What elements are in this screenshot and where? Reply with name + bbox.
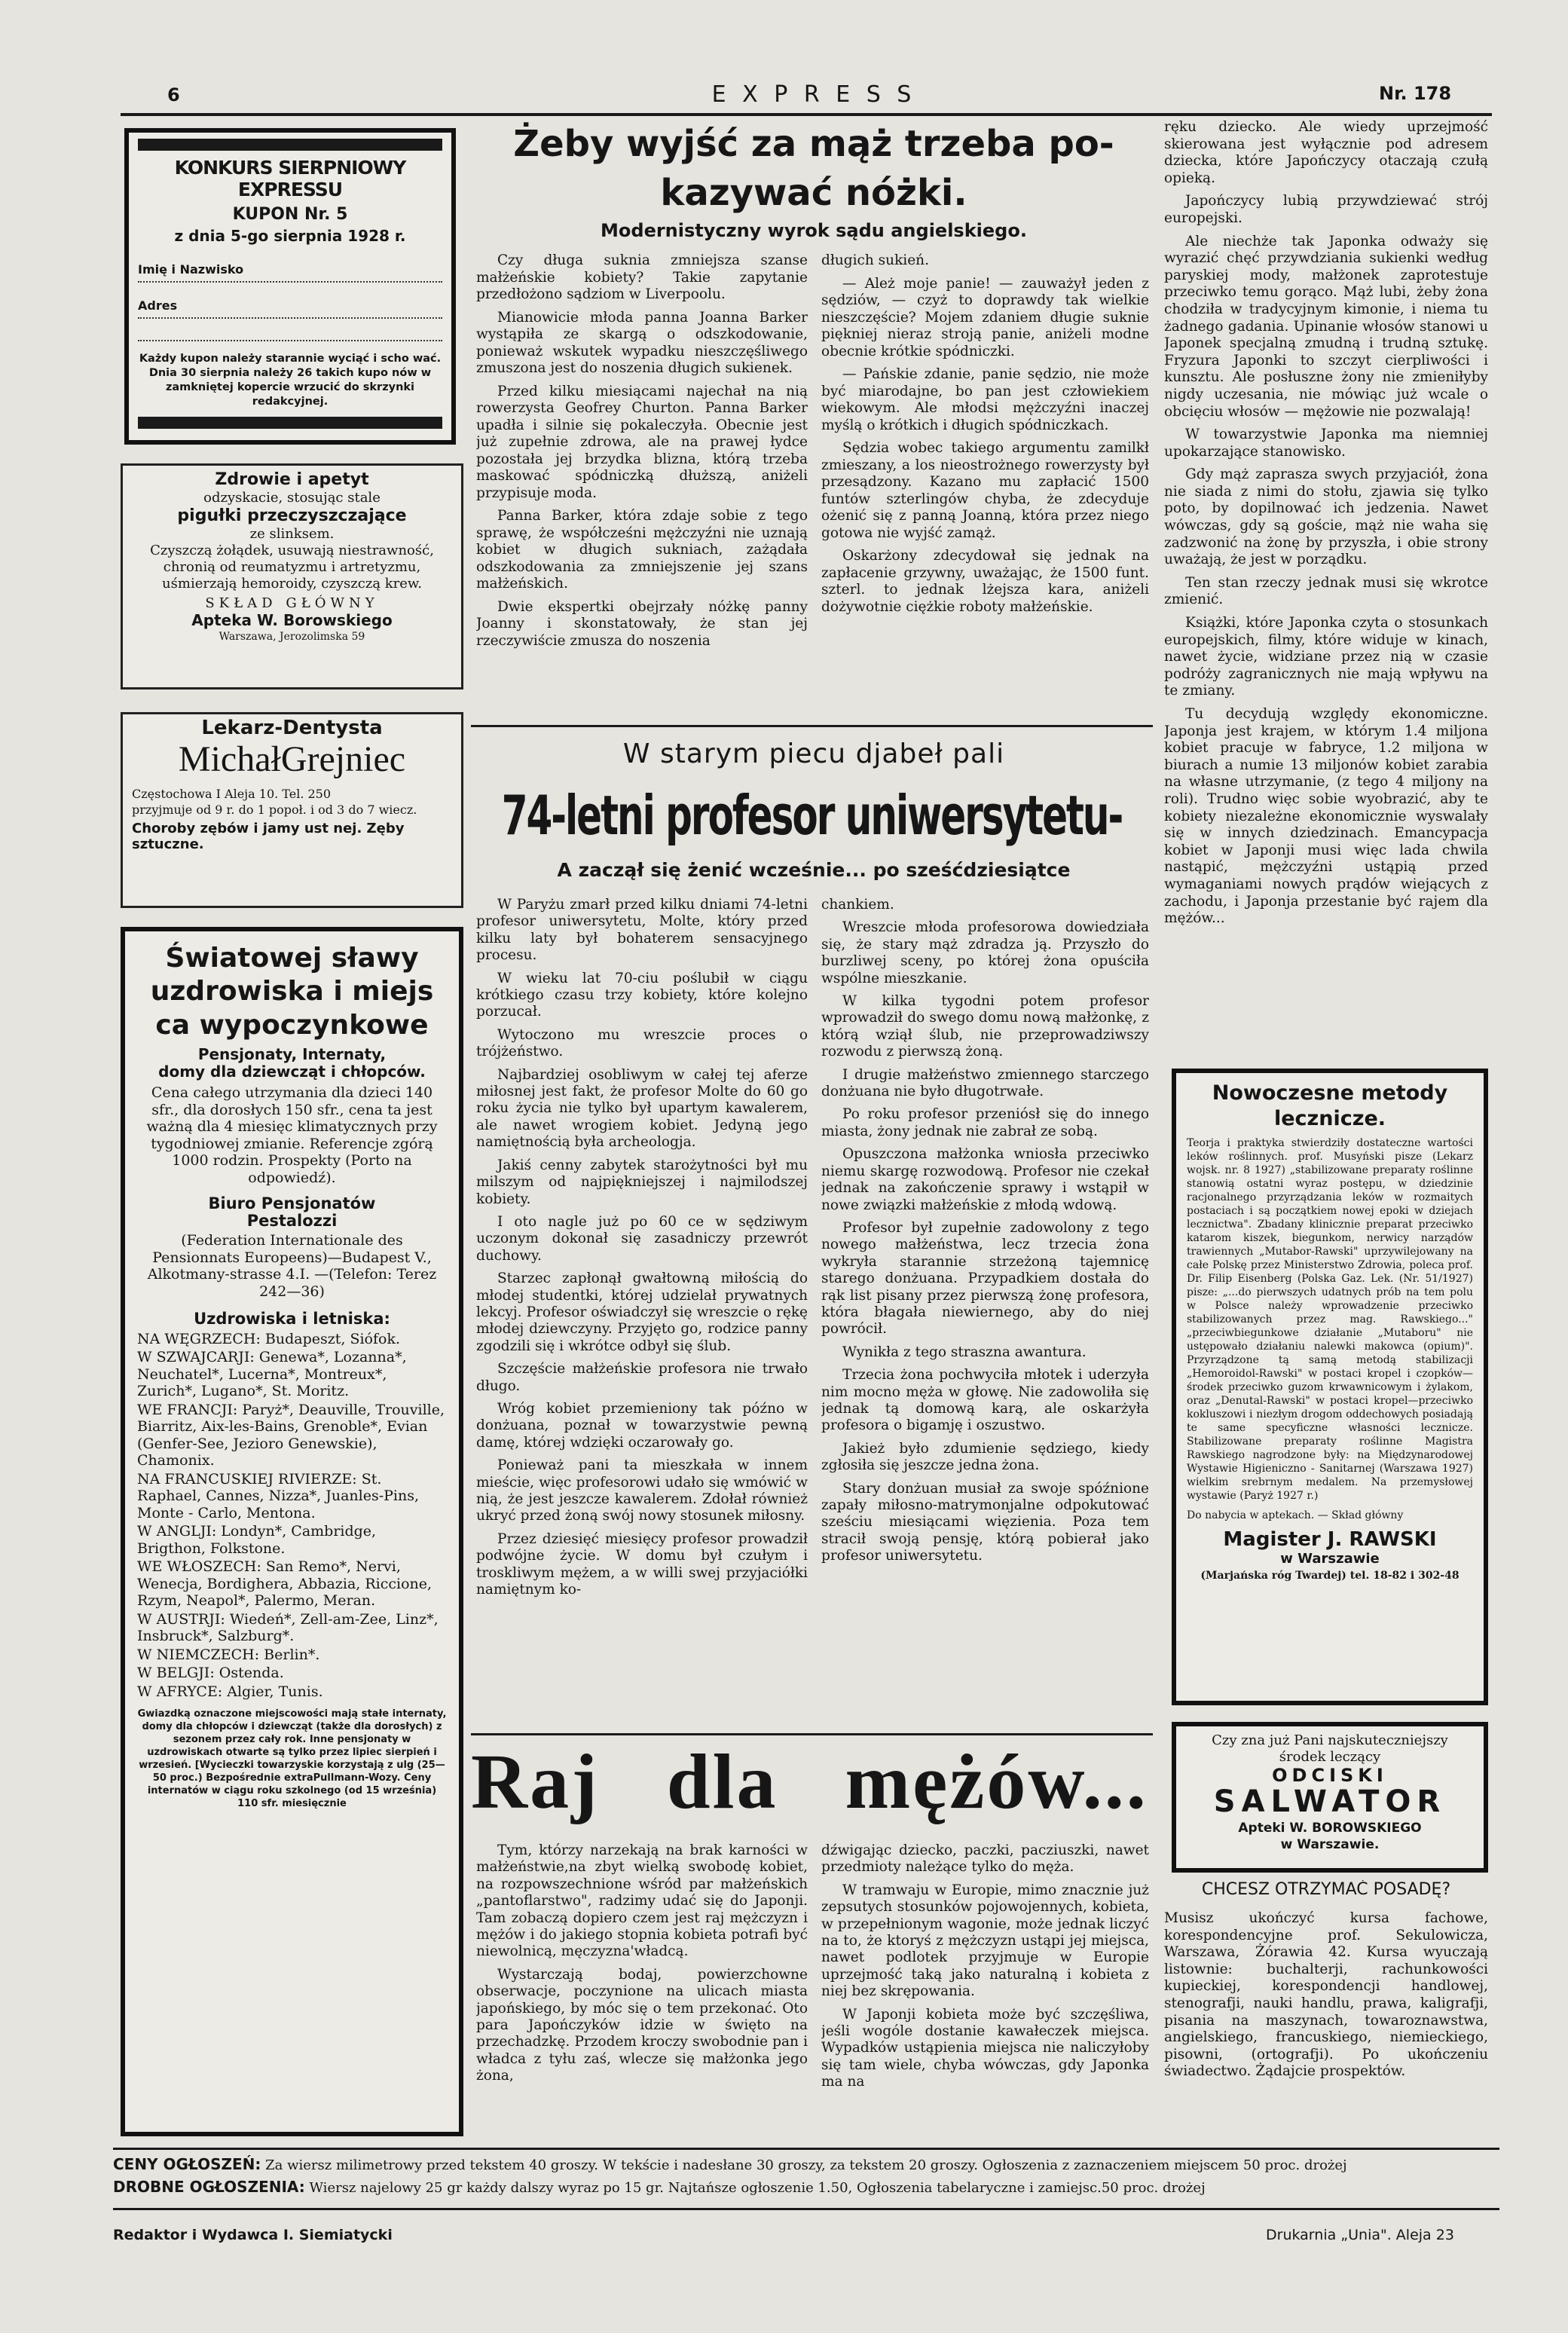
- resorts-title-3: ca wypoczynkowe: [155, 1010, 429, 1041]
- resorts-subtitle-1: Pensjonaty, Internaty,: [197, 1045, 387, 1063]
- resort-item: W AFRYCE: Algier, Tunis.: [137, 1683, 323, 1700]
- article2-para: Wytoczono mu wreszcie proces o trójżeństwo.: [476, 1026, 808, 1060]
- japan-para: W towarzystwie Japonka ma niemniej upokarzające stanowisko.: [1164, 427, 1488, 460]
- japan-para: Książki, które Japonka czyta o stosunkach europejskich, filmy, które widuje w kinach, nawet życie, widziane przez nią w czasie podróży zagranicznych nie mają wpływu na te zmiany.: [1164, 615, 1488, 699]
- medicine-ad-sale: Do nabycia w aptekach. — Skład główny: [1187, 1509, 1404, 1521]
- pills-ad-warehouse: SKŁAD GŁÓWNY: [205, 595, 379, 611]
- pills-ad: [121, 463, 463, 690]
- dentist-ad-title: Lekarz-Dentysta: [201, 717, 383, 739]
- article1-headline-1: Żeby wyjść za mąż trzeba po-: [513, 123, 1114, 165]
- posada-ad-body: Musisz ukończyć kursa fachowe, korespondencyjne prof. Sekulowicza, Warszawa, Żórawia 42. Kursa wyuczają listownie: buchalterji, rachunkowości kupieckiej, korespondencji handlowej, stenografji, nauki handlu, prawa, kaligrafji, pisania na maszynach, towaroznawstwa, angielskiego, francuskiego, niemieckiego, pisowni, (ortografji). Po ukończeniu świadectwo. Żądajcie prospektów.: [1164, 1910, 1488, 2080]
- japan-para: Japończycy lubią przywdziewać strój europejski.: [1164, 193, 1488, 226]
- resorts-list: [137, 1331, 447, 1701]
- header-rule: [121, 113, 1492, 116]
- pills-ad-line1: odzyskacie, stosując stale: [203, 490, 381, 506]
- coupon-address-line: [138, 298, 442, 319]
- footer-prices-text: Za wiersz milimetrowy przed tekstem 40 groszy. W tekście i nadesłane 30 groszy, za tekstem 20 groszy. Ogłoszenia z zaznaczeniem miejscem 50 proc. drożej: [265, 2157, 1347, 2173]
- masthead: E X P R E S S: [711, 81, 916, 108]
- article2-para: Szczęście małżeńskie profesora nie trwało długo.: [476, 1361, 808, 1394]
- medicine-ad: [1172, 1069, 1488, 1705]
- medicine-ad-city: w Warszawie: [1280, 1551, 1380, 1567]
- pills-ad-body: Czyszczą żołądek, usuwają niestrawność, chronią od reumatyzmu i artretyzmu, uśmierzają hemoroidy, czyszczą krew.: [150, 543, 434, 592]
- footer-printer: Drukarnia „Unia". Aleja 23: [1266, 2227, 1454, 2243]
- coupon-date: z dnia 5-go sierpnia 1928 r.: [174, 227, 406, 245]
- resorts-bureau-1: Biuro Pensjonatów: [208, 1194, 376, 1212]
- resorts-list-title: Uzdrowiska i letniska:: [194, 1310, 390, 1328]
- article3-col2: [821, 1842, 1149, 2136]
- article2-para: Wreszcie młoda profesorowa dowiedziała się, że stary mąż zdradza ją. Przyszło do burzliwej sceny, po której żona opuściła wspólne mieszkanie.: [821, 919, 1149, 986]
- posada-ad-title: CHCESZ OTRZYMAĆ POSADĘ?: [1201, 1880, 1451, 1899]
- article1-para: Sędzia wobec takiego argumentu zamilkł zmieszany, a los nieostrożnego rowerzysty był przesądzony. Kazano mu zapłacić 1500 funtów szterlingów chyba, że zdecyduje ożenić się z panną Joanną, która przez niego gotowa nie wyjść zamąż.: [821, 440, 1149, 541]
- coupon-number: KUPON Nr. 5: [232, 205, 348, 224]
- article2-headline: 74-letni profesor uniwersytetu-: [501, 784, 1123, 848]
- resort-item: NA FRANCUSKIEJ RIVIERZE: St. Raphael, Cannes, Nizza*, Juanles-Pins, Monte - Carlo, Mentona.: [137, 1470, 420, 1521]
- article3-col1: [476, 1842, 808, 2136]
- article2-para: Najbardziej osobliwym w całej tej aferze miłosnej jest fakt, że profesor Molte do 60 go roku życia nie tylko był upartym kawalerem, ale nawet wrogiem kobiet. Jedyną jego namiętnością była archeologja.: [476, 1066, 808, 1151]
- article3-para: dźwigając dziecko, paczki, pacziuszki, nawet przedmioty należące tylko do męża.: [821, 1842, 1149, 1876]
- resorts-ad: [121, 927, 463, 2136]
- coupon-name-line: [138, 261, 442, 283]
- article1-col2: [821, 252, 1149, 716]
- salwator-ad-city: w Warszawie.: [1280, 1837, 1380, 1852]
- article2-para: Opuszczona małżonka wniosła przeciwko niemu skargę rozwodową. Profesor nie czekał jednak na zakończenie sprawy i wstąpił w nowe związki małżeńskie z młodą wdową.: [821, 1146, 1149, 1213]
- medicine-ad-owner: Magister J. RAWSKI: [1223, 1528, 1437, 1551]
- issue-number: Nr. 178: [1379, 83, 1452, 104]
- article2-para: Jakiś cenny zabytek starożytności był mu milszym od najpiękniejszej i najmilodszej kobiety.: [476, 1157, 808, 1207]
- article1-para: Przed kilku miesiącami najechał na nią rowerzysta Geofrey Churton. Panna Barker upadła i silnie się pokaleczyła. Obecnie jest już zupełnie zdrowa, ale na prawej łydce pozostała jej brzydka blizna, którą trzeba maskować spódniczką dłuższą, aniżeli przypisuje moda.: [476, 383, 808, 501]
- coupon-note: Każdy kupon należy starannie wyciąć i scho wać. Dnia 30 sierpnia należy 26 takich kupo nów w zamkniętej kopercie wrzucić do skrzynki redakcyjnej.: [139, 353, 442, 408]
- dentist-ad-services: Choroby zębów i jamy ust nej. Zęby sztuczne.: [132, 821, 405, 852]
- japan-para: Tu decydują względy ekonomiczne. Japonja jest krajem, w którym 1.4 miljona kobiet pracuje w fabryce, 1.2 miljona w biurach a numie 13 miljonów kobiet zarabia na własne utrzymanie, (z tego 4 miljony na roli). Trudno więc sobie wyobrazić, aby te kobiety niezależne ekonomicznie wyswalały się w innych dziedzinach. Emancypacja kobiet w Japonji musi więc lada chwila nastąpić, mężczyźni ustąpią przed wymaganiami nowych prądów wiejących z zachodu, i Japonja przestanie być rajem dla mężów...: [1164, 706, 1488, 927]
- article3-para: W tramwaju w Europie, mimo znacznie już zepsutych stosunków pojowojennych, kobieta, w przepełnionym wagonie, może jednak liczyć na to, że ktoryś z mężczyzn ustąpi jej miejsca, nawet podlotek przyjmuje w Europie uprzejmość taką jako naturalną i kobieta z niej bez skrępowania.: [821, 1882, 1149, 2000]
- article1-headline-2: kazywać nóżki.: [660, 172, 967, 214]
- resorts-bureau-2: Pestalozzi: [246, 1211, 338, 1230]
- article2-para: Starzec zapłonął gwałtowną miłością do młodej studentki, której udzielał prywatnych lekcyj. Profesor oświadczył się wreszcie o rękę młodej dziewczyny. Przyjęto go, rodzice panny zgodzili się i wkrótce odbył się ślub.: [476, 1270, 808, 1354]
- footer-prices-label: CENY OGŁOSZEŃ:: [113, 2155, 261, 2173]
- article3-headline: Raj dla mężów...: [471, 1738, 1148, 1825]
- article2-para: Stary donżuan musiał za swoje spóźnione zapały miłosno-matrymonjalne odpokutować sześciu miesiącami więzienia. Poza tem stracił swoją pensję, którą pobierał jako profesor uniwersytetu.: [821, 1480, 1149, 1564]
- medicine-ad-address: (Marjańska róg Twardej) tel. 18-82 i 302-48: [1200, 1570, 1459, 1582]
- coupon-blank-line: [138, 326, 442, 341]
- article1-para: Oskarżony zdecydował się jednak na zapłacenie grzywny, uważając, że 1500 funt. szterl. to jednak lżejsza kara, aniżeli dożywotnie ciężkie roboty małżeńskie.: [821, 548, 1149, 615]
- article2-kicker: W starym piecu djabeł pali: [622, 738, 1005, 769]
- footer-small-ads: [113, 2178, 1499, 2202]
- japan-para: ręku dziecko. Ale wiedy uprzejmość skierowana jest wyłącznie pod adresem dziecka, które Japończycy otaczają czułą opieką.: [1164, 119, 1488, 186]
- coupon-title: KONKURS SIERPNIOWY EXPRESSU: [174, 157, 406, 200]
- pills-ad-pharmacy: Apteka W. Borowskiego: [191, 611, 393, 629]
- article1-para: Panna Barker, która zdaje sobie z tego sprawę, że współcześni mężczyźni nie uznają kobiet w długich sukniach, zażądała odszkodowania za zmniejszenie jej szans małżeńskich.: [476, 508, 808, 592]
- article2-para: chankiem.: [821, 897, 894, 913]
- article2-subhead: A zaczął się żenić wcześnie... po sześćdziesiątce: [557, 859, 1071, 881]
- article1-para: długich sukień.: [821, 252, 929, 268]
- dentist-ad-name: MichałGrejniec: [178, 739, 406, 779]
- pills-ad-title: Zdrowie i apetyt: [215, 470, 369, 489]
- pills-ad-line2: ze slinksem.: [249, 526, 335, 542]
- salwator-ad: [1172, 1722, 1488, 1873]
- article3-para: Wystarczają bodaj, powierzchowne obserwacje, poczynione na ulicach miasta japońskiego, by móc się o tem przekonać. Oto para Japończyków idzie w święto na przechadzkę. Przodem kroczy swobodnie pan i władca z tyłu zaś, wlecze się małżonka jego żona,: [476, 1966, 808, 2084]
- medicine-ad-body: Teorja i praktyka stwierdziły dostateczne wartości leków roślinnych. prof. Musyński pisze (Lekarz wojsk. nr. 8 1927) „stabilizowane preparaty roślinne stanowią ostatni wyraz postępu, w dziedzinie racjonalnego przyrządzania leków w rozmaitych postaciach i są początkiem nowej epoki w dziejach lecznictwa". Zbadany klinicznie preparat przeciwko katarom kiszek, biegunkom, nerwicy narządów trawiennych „Mutabor-Rawski" uprzywilejowany na całe Polskę przez Ministerstwo Zdrowia, poleca prof. Dr. Filip Eisenberg (Polska Gaz. Lek. (Nr. 51/1927) pisze: „...do pierwszych udatnych prób na tem polu w Polsce należy wprowadzenie przeciwko stabilizowanych przez mag. Rawskiego..." „przeciwbiegunkowe działanie „Mutaboru" nie ustępowało działaniu nalewki makowca (opium)". Przyrządzone tą samą metodą stabilizacji „Hemoroidol-Rawski" w postaci kropel i czopków—środek przeciwko guzom krwawnicowym i żylakom, oraz „Denutal-Rawski" w postaci kropel—przeciwko kokluszowi i niezłym drogom oddechowych posiadają te same specyficzne własności lecznicze. Stabilizowane preparaty roślinne Magistra Rawskiego nagrodzone były: na Międzynarodowej Wystawie Higieniczno - Sanitarnej (Warszawa 1927) wielkim srebrnym medalem. Na przemysłowej wystawie (Paryż 1927 r.): [1187, 1137, 1473, 1502]
- resorts-bureau-body: (Federation Internationale des Pensionnats Europeens)—Budapest V., Alkotmany-strasse 4.I. —(Telefon: Terez 242—36): [147, 1232, 437, 1300]
- article2-para: Przez dziesięć miesięcy profesor prowadził podwójne życie. W domu był czułym i troskliwym mężem, a w willi swej przyjaciółki namiętnym ko-: [476, 1530, 808, 1598]
- japan-para: Ale niechże tak Japonka odważy się wyrazić chęć przywdziania sukienki według paryskiej mody, małżonek zaprotestuje przeciwko temu gorąco. Mąż lubi, żeby żona chodziła w tradycyjnym kimonie, i niema tu żadnego gadania. Upinanie włosów stanowi u Japonek specjalną zmudną i trudną sztukę. Fryzura Japonki to szczyt cierpliwości i kunsztu. Ale posłuszne żony nie zmieniłyby nigdy uczesania, nie mówiąc już wcale o obcięciu włosów — mężowie nie pozwalają!: [1164, 233, 1488, 420]
- salwator-ad-odciski: ODCISKI: [1272, 1765, 1388, 1786]
- medicine-ad-title-2: lecznicze.: [1273, 1107, 1386, 1130]
- article2-para: W wieku lat 70-ciu poślubił w ciągu krótkiego czasu trzy kobiety, które kolejno porzucał.: [476, 970, 808, 1020]
- article2-para: Trzecia żona pochwyciła młotek i uderzyła nim mocno męża w głowę. Nie zadowoliła się jednak tą domową karą, ale oskarżyła profesora o bigamję i oszustwo.: [821, 1367, 1149, 1434]
- footer-prices: [113, 2155, 1499, 2179]
- salwator-ad-line1: Czy zna już Pani najskuteczniejszy środek leczący: [1212, 1732, 1448, 1765]
- footer-rule-2: [113, 2208, 1499, 2210]
- article3-para: W Japonji kobieta może być szczęśliwa, jeśli wogóle dostanie kawałeczek miejsca. Wypadków ustąpienia miejsca nie naliczyłoby się tam wiele, chyba wówczas, gdy Japonka ma na: [821, 2006, 1149, 2090]
- resorts-footnote: Gwiazdką oznaczone miejscowości mają stałe internaty, domy dla chłopców i dziewcząt (także dla dorosłych) z sezonem przez cały rok. Inne pensjonaty w uzdrowiskach otwarte są tylko przez lipiec sierpień i wrzesień. [Wycieczki towarzyskie korzystają z ulg (25—50 proc.) Bezpośrednie extraPullmann-Wozy. Ceny internatów w ciągu roku szkolnego (od 15 września) 110 sfr. miesięcznie: [137, 1708, 447, 1809]
- article2-col2: [821, 897, 1149, 1729]
- article2-para: Ponieważ pani ta mieszkała w innem mieście, więc profesorowi udało się wmówić w nią, że jest jeszcze kawalerem. Zdołał również ukryć przed żoną swój nowy stosunek miłosny.: [476, 1457, 808, 1524]
- resorts-subtitle-2: domy dla dziewcząt i chłopców.: [158, 1062, 426, 1081]
- article1-subhead: Modernistyczny wyrok sądu angielskiego.: [601, 220, 1027, 241]
- article2-para: W Paryżu zmarł przed kilku dniami 74-letni profesor uniwersytetu, Molte, który przed kilku laty był bohaterem sensacyjnego procesu.: [476, 897, 808, 964]
- footer-small-label: DROBNE OGŁOSZENIA:: [113, 2178, 305, 2196]
- resort-item: W SZWAJCARJI: Genewa*, Lozanna*, Neuchatel*, Lucerna*, Montreux*, Zurich*, Lugano*, St. Moritz.: [137, 1349, 407, 1399]
- article2-para: Po roku profesor przeniósł się do innego miasta, żony jednak nie zabrał ze sobą.: [821, 1106, 1149, 1139]
- resorts-body: Cena całego utrzymania dla dzieci 140 sfr., dla dorosłych 150 sfr., cena ta jest ważną dla 4 miesięc klimatycznych przy tygodniowej zmianie. Referencje zgórą 1000 rodzin. Prospekty (Porto na odpowiedź).: [146, 1084, 438, 1186]
- article2-para: I drugie małżeństwo zmiennego starczego donżuana nie było długotrwałe.: [821, 1066, 1149, 1100]
- salwator-ad-pharmacy: Apteki W. BOROWSKIEGO: [1238, 1821, 1422, 1836]
- article2-col1: [476, 897, 808, 1729]
- dentist-ad-address: Częstochowa I Aleja 10. Tel. 250: [132, 787, 332, 801]
- dentist-ad: [121, 712, 463, 908]
- article2-para: Wynikła z tego straszna awantura.: [842, 1344, 1087, 1360]
- dentist-ad-hours: przyjmuje od 9 r. do 1 popoł. i od 3 do 7 wiecz.: [132, 803, 417, 817]
- footer-editor: Redaktor i Wydawca I. Siemiatycki: [113, 2227, 393, 2243]
- resort-item: W NIEMCZECH: Berlin*.: [137, 1646, 320, 1663]
- article1-para: Dwie ekspertki obejrzały nóżkę panny Joanny i skonstatowały, że stan jej rzeczywiście zmusza do noszenia: [476, 598, 808, 649]
- article2-para: W kilka tygodni potem profesor wprowadził do swego domu nową małżonkę, z którą wziął ślub, nie przeprowadziwszy rozwodu z pierwszą żoną.: [821, 993, 1149, 1060]
- resort-item: NA WĘGRZECH: Budapeszt, Siófok.: [137, 1330, 401, 1347]
- pills-ad-address: Warszawa, Jerozolimska 59: [219, 631, 365, 643]
- resorts-title-1: Światowej sławy: [165, 943, 419, 974]
- medicine-ad-title-1: Nowoczesne metody: [1212, 1081, 1448, 1105]
- japan-para: Gdy mąż zaprasza swych przyjaciół, żona nie siada z nimi do stołu, zjawia się tylko poto, by dopilnować ich jedzenia. Nawet wówczas, gdy są goście, mąż nie waha się zadzwonić na żonę by przyszła, i obie strony uważają, że jest w porządku.: [1164, 466, 1488, 568]
- article1-divider: [471, 725, 1153, 727]
- article2-para: I oto nagle już po 60 ce w sędziwym uczonym dokonał się zasadniczy przewrót duchowy.: [476, 1213, 808, 1264]
- article1-para: Mianowicie młoda panna Joanna Barker wystąpiła ze skargą o odszkodowanie, ponieważ wskutek wypadku nieszczęśliwego zmuszona jest do noszenia długich sukienek.: [476, 309, 808, 376]
- article1-para: — Ależ moje panie! — zauważył jeden z sędziów, — czyż to doprawdy tak wielkie nieszczęście? Mojem zdaniem długie suknie piękniej nieraz stroją panie, aniżeli modne obecnie krótkie spódniczki.: [821, 275, 1149, 359]
- coupon-top-bar: [138, 139, 442, 151]
- footer-rule: [113, 2148, 1499, 2150]
- coupon-name-label: Imię i Nazwisko: [138, 262, 244, 277]
- article1-para: — Pańskie zdanie, panie sędzio, nie może być miarodajne, bo pan jest człowiekiem wiekowym. Ale młodsi mężczyźni inaczej myślą o krótkich i długich spódniczkach.: [821, 366, 1149, 433]
- coupon-address-label: Adres: [138, 298, 178, 313]
- footer-small-text: Wiersz najelowy 25 gr każdy dalszy wyraz po 15 gr. Najtańsze ogłoszenie 1.50, Ogłoszenia tabelaryczne i zamiejsc.50 proc. drożej: [309, 2180, 1206, 2196]
- resort-item: W BELGJI: Ostenda.: [137, 1665, 284, 1681]
- article2-para: Jakież było zdumienie sędziego, kiedy zgłosiła się jeszcze jedna żona.: [821, 1440, 1149, 1474]
- resort-item: W ANGLJI: Londyn*, Cambridge, Brigthon, Folkstone.: [137, 1523, 377, 1557]
- article1-col1: [476, 252, 808, 716]
- coupon-bottom-bar: [138, 417, 442, 429]
- article2-para: Wróg kobiet przemieniony tak późno w donżuana, poznał w towarzystwie pewną damę, której wdzięki oczarowały go.: [476, 1400, 808, 1451]
- resorts-title-2: uzdrowiska i miejs: [150, 976, 434, 1007]
- resort-item: WE WŁOSZECH: San Remo*, Nervi, Wenecja, Bordighera, Abbazia, Riccione, Rzym, Neapol*, Palermo, Meran.: [137, 1558, 432, 1609]
- article1-para: Czy długa suknia zmniejsza szanse małżeńskie kobiety? Takie zapytanie przedłożono sądziom w Liverpoolu.: [476, 252, 808, 302]
- resort-item: WE FRANCJI: Paryż*, Deauville, Trouville, Biarritz, Aix-les-Bains, Grenoble*, Evian (Genfer-See, Jezioro Genewskie), Chamonix.: [137, 1401, 445, 1469]
- article2-para: Profesor był zupełnie zadowolony z tego nowego małżeństwa, lecz trzecia żona wykryła starannie strzeżoną tajemnicę starego donżuana. Przypadkiem dostała do rąk list pisany przez pierwszą żonę profesora, która błagała niewiernego, aby do niej powrócił.: [821, 1219, 1149, 1338]
- resort-item: W AUSTRJI: Wiedeń*, Zell-am-Zee, Linz*, Insbruck*, Salzburg*.: [137, 1610, 439, 1644]
- japan-para: Ten stan rzeczy jednak musi się wkrotce zmienić.: [1164, 574, 1488, 608]
- contest-coupon: [124, 128, 456, 445]
- article3-para: Tym, którzy narzekają na brak karności w małżeństwie,na zbyt wielką swobodę kobiet, na rozpowszechnione wśród par małżeńskich „pantoflarstwo", radzimy udać się do Japonji. Tam zobaczą dopiero czem jest raj mężczyzn i mężów i do jakiego stopnia kobieta potrafi być niewolnicą, męczyzna'władcą.: [476, 1842, 808, 1960]
- japan-column: [1164, 119, 1488, 1061]
- page-number: 6: [167, 84, 180, 105]
- salwator-ad-name: SALWATOR: [1213, 1784, 1447, 1819]
- pills-ad-product: pigułki przeczyszczające: [177, 506, 407, 525]
